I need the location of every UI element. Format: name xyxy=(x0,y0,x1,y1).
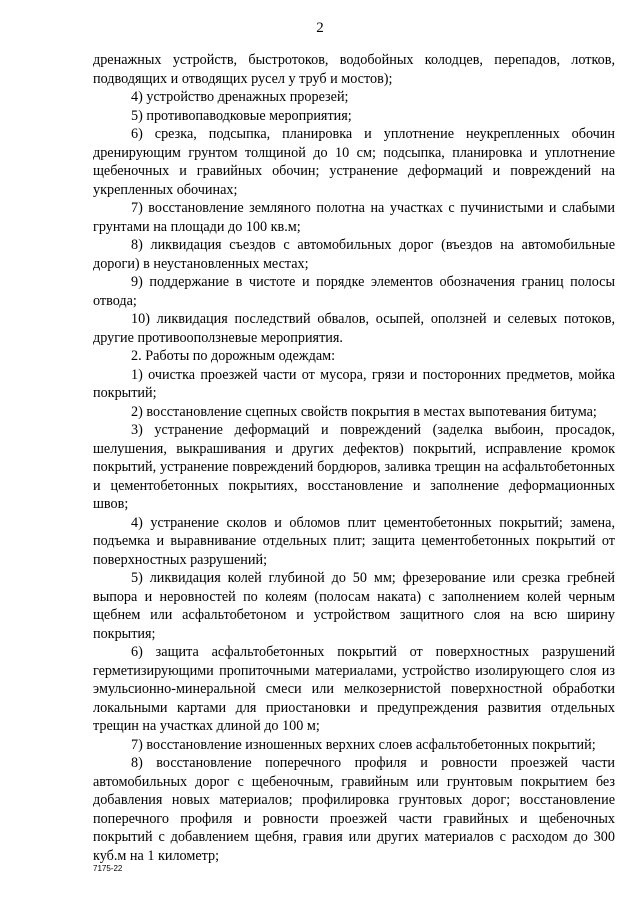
paragraph: 8) ликвидация съездов с автомобильных дорог (въездов на автомобильные дороги) в неустановленных местах; xyxy=(93,237,615,272)
paragraph: 6) срезка, подсыпка, планировка и уплотнение неукрепленных обочин дренирующим грунтом толщиной до 10 см; подсыпка, планировка и уплотнение щебеночных и гравийных обочин; устранение деформаций и повреждений на укрепленных обочинах; xyxy=(93,126,615,198)
paragraph: дренажных устройств, быстротоков, водобойных колодцев, перепадов, лотков, подводящих и отводящих русел у труб и мостов); xyxy=(93,52,615,87)
paragraph: 6) защита асфальтобетонных покрытий от поверхностных разрушений герметизирующими пропиточными материалами, устройство изолирующего слоя из эмульсионно-минеральной смеси или мелкозернистой поверхностной обработки локальными картами для приостановки и предупреждения развития отдельных трещин на участках длиной до 100 м; xyxy=(93,644,615,734)
paragraph: 5) ликвидация колей глубиной до 50 мм; фрезерование или срезка гребней выпора и неровностей по колеям (полосам наката) с заполнением колей черным щебнем или асфальтобетоном и устройством защитного слоя на всю ширину покрытия; xyxy=(93,570,615,642)
page-number: 2 xyxy=(316,20,324,36)
paragraph: 3) устранение деформаций и повреждений (заделка выбоин, просадок, шелушения, выкрашивания и других дефектов) покрытий, исправление кромок покрытий, устранение повреждений бордюров, заливка трещин на асфальтобетонных и цементобетонных покрытиях, восстановление и заполнение деформационных швов; xyxy=(93,422,615,512)
paragraph: 10) ликвидация последствий обвалов, осыпей, оползней и селевых потоков, другие противооползневые мероприятия. xyxy=(93,311,615,346)
paragraph: 8) восстановление поперечного профиля и ровности проезжей части автомобильных дорог с щебеночным, гравийным или грунтовым покрытием без добавления новых материалов; профилировка грунтовых дорог; восстановление поперечного профиля и ровности проезжей части гравийных и щебеночных покрытий с добавлением щебня, гравия или других материалов с расходом до 300 куб.м на 1 километр; xyxy=(93,755,615,864)
paragraph: 7) восстановление земляного полотна на участках с пучинистыми и слабыми грунтами на площади до 100 кв.м; xyxy=(93,200,615,235)
document-code: 7175-22 xyxy=(93,864,123,873)
paragraph: 2) восстановление сцепных свойств покрытия в местах выпотевания битума; xyxy=(131,403,597,420)
paragraph: 7) восстановление изношенных верхних слоев асфальтобетонных покрытий; xyxy=(131,736,596,753)
paragraph: 4) устранение сколов и обломов плит цементобетонных покрытий; замена, подъемка и выравнивание отдельных плит; защита цементобетонных покрытий от поверхностных разрушений; xyxy=(93,514,615,568)
paragraph: 5) противопаводковые мероприятия; xyxy=(131,107,352,124)
paragraph: 9) поддержание в чистоте и порядке элементов обозначения границ полосы отвода; xyxy=(93,274,615,309)
paragraph: 4) устройство дренажных прорезей; xyxy=(131,89,349,105)
paragraph: 1) очистка проезжей части от мусора, грязи и посторонних предметов, мойка покрытий; xyxy=(93,366,615,401)
document-body xyxy=(93,51,615,865)
section-heading: 2. Работы по дорожным одеждам: xyxy=(131,348,336,364)
